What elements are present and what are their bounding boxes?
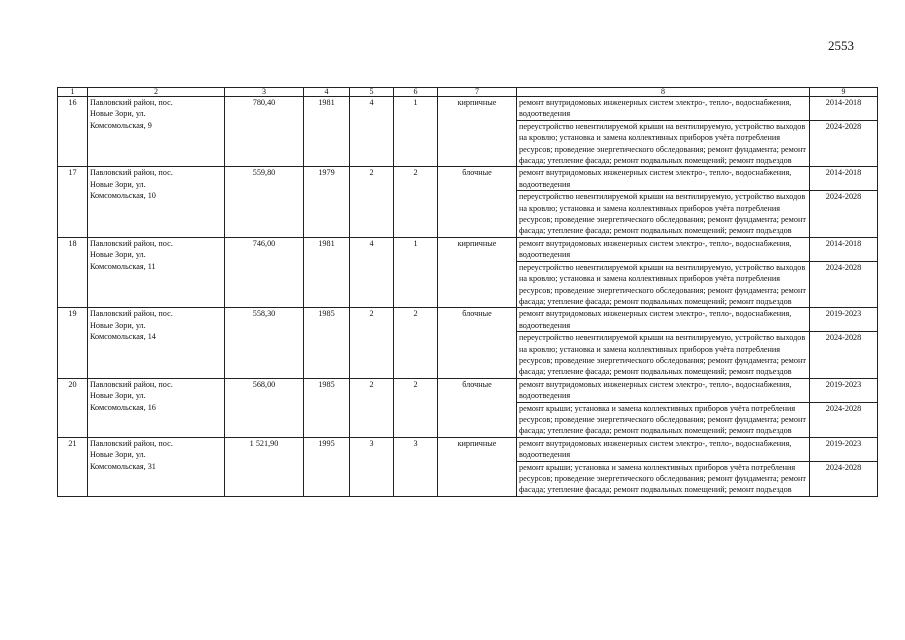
address-line: Новые Зори, ул. — [90, 109, 146, 119]
row-number: 18 — [58, 237, 88, 307]
column-number-row — [58, 88, 878, 97]
floors-cell: 3 — [350, 437, 394, 496]
material-cell: кирпичные — [438, 437, 517, 496]
year-cell: 1995 — [304, 437, 350, 496]
column-number: 7 — [438, 88, 517, 97]
address-line: Павловский район, пос. — [90, 168, 173, 178]
column-number: 1 — [58, 88, 88, 97]
floors-cell: 2 — [350, 378, 394, 437]
table-row — [58, 97, 878, 121]
address-line: Павловский район, пос. — [90, 379, 173, 389]
table-row — [58, 167, 878, 191]
work-period: 2024-2028 — [810, 120, 878, 167]
entrances-cell: 2 — [394, 167, 438, 237]
floors-cell: 2 — [350, 167, 394, 237]
address-line: Комсомольская, 31 — [90, 461, 156, 471]
table-row — [58, 378, 878, 402]
year-cell: 1981 — [304, 97, 350, 167]
address-line: Новые Зори, ул. — [90, 250, 146, 260]
address-line: Павловский район, пос. — [90, 238, 173, 248]
address-line: Павловский район, пос. — [90, 438, 173, 448]
work-description: ремонт внутридомовых инженерных систем электро-, тепло-, водоснабжения, водоотведения — [517, 167, 810, 191]
column-number: 4 — [304, 88, 350, 97]
address-line: Новые Зори, ул. — [90, 179, 146, 189]
address-line: Новые Зори, ул. — [90, 391, 146, 401]
area-cell: 1 521,90 — [225, 437, 304, 496]
row-number: 19 — [58, 308, 88, 378]
entrances-cell: 2 — [394, 308, 438, 378]
work-description: ремонт внутридомовых инженерных систем электро-, тепло-, водоснабжения, водоотведения — [517, 97, 810, 121]
area-cell: 559,80 — [225, 167, 304, 237]
housing-repair-table — [57, 87, 878, 497]
address-line: Новые Зори, ул. — [90, 320, 146, 330]
work-period: 2014-2018 — [810, 97, 878, 121]
year-cell: 1985 — [304, 308, 350, 378]
work-description: ремонт внутридомовых инженерных систем электро-, тепло-, водоснабжения, водоотведения — [517, 237, 810, 261]
work-period: 2024-2028 — [810, 332, 878, 379]
floors-cell: 2 — [350, 308, 394, 378]
page-number: 2553 — [828, 38, 854, 53]
material-cell: блочные — [438, 378, 517, 437]
work-description: ремонт внутридомовых инженерных систем электро-, тепло-, водоснабжения, водоотведения — [517, 378, 810, 402]
area-cell: 780,40 — [225, 97, 304, 167]
work-period: 2024-2028 — [810, 402, 878, 437]
address-line: Павловский район, пос. — [90, 98, 173, 107]
column-number: 8 — [517, 88, 810, 97]
column-number: 3 — [225, 88, 304, 97]
work-description: ремонт внутридомовых инженерных систем электро-, тепло-, водоснабжения, водоотведения — [517, 308, 810, 332]
address-line: Павловский район, пос. — [90, 309, 173, 319]
year-cell: 1981 — [304, 237, 350, 307]
address-line: Комсомольская, 16 — [90, 402, 156, 412]
address-cell — [88, 308, 225, 378]
address-line: Комсомольская, 9 — [90, 120, 152, 130]
table-row — [58, 437, 878, 461]
work-period: 2024-2028 — [810, 461, 878, 496]
row-number: 16 — [58, 97, 88, 167]
address-cell — [88, 437, 225, 496]
address-line: Комсомольская, 14 — [90, 332, 156, 342]
material-cell: кирпичные — [438, 237, 517, 307]
work-description: переустройство невентилируемой крыши на вентилируемую, устройство выходов на кровлю; установка и замена коллективных приборов учёта потребления ресурсов; проведение энергетического обследования; ремонт фундамента; ремонт фасада; утепление фасада; ремонт подвальных помещений; ремонт подъездов — [517, 120, 810, 167]
table-body — [58, 88, 878, 497]
work-description: переустройство невентилируемой крыши на вентилируемую, устройство выходов на кровлю; установка и замена коллективных приборов учёта потребления ресурсов; проведение энергетического обследования; ремонт фундамента; ремонт фасада; утепление фасада; ремонт подвальных помещений; ремонт подъездов — [517, 261, 810, 308]
year-cell: 1985 — [304, 378, 350, 437]
work-description: переустройство невентилируемой крыши на вентилируемую, устройство выходов на кровлю; установка и замена коллективных приборов учёта потребления ресурсов; проведение энергетического обследования; ремонт фундамента; ремонт фасада; утепление фасада; ремонт подвальных помещений; ремонт подъездов — [517, 332, 810, 379]
floors-cell: 4 — [350, 97, 394, 167]
work-period: 2024-2028 — [810, 191, 878, 238]
work-description: ремонт крыши; установка и замена коллективных приборов учёта потребления ресурсов; проведение энергетического обследования; ремонт фундамента; ремонт фасада; утепление фасада; ремонт подвальных помещений; ремонт подъездов — [517, 461, 810, 496]
row-number: 20 — [58, 378, 88, 437]
work-period: 2014-2018 — [810, 167, 878, 191]
address-line: Новые Зори, ул. — [90, 450, 146, 460]
address-cell — [88, 167, 225, 237]
row-number: 17 — [58, 167, 88, 237]
work-period: 2014-2018 — [810, 237, 878, 261]
address-cell — [88, 378, 225, 437]
area-cell: 568,00 — [225, 378, 304, 437]
area-cell: 558,30 — [225, 308, 304, 378]
column-number: 9 — [810, 88, 878, 97]
entrances-cell: 3 — [394, 437, 438, 496]
floors-cell: 4 — [350, 237, 394, 307]
entrances-cell: 1 — [394, 97, 438, 167]
table-row — [58, 237, 878, 261]
address-cell — [88, 237, 225, 307]
address-line: Комсомольская, 11 — [90, 261, 156, 271]
column-number: 6 — [394, 88, 438, 97]
work-period: 2019-2023 — [810, 308, 878, 332]
table-row — [58, 308, 878, 332]
address-line: Комсомольская, 10 — [90, 191, 156, 201]
material-cell: блочные — [438, 308, 517, 378]
work-description: ремонт внутридомовых инженерных систем электро-, тепло-, водоснабжения, водоотведения — [517, 437, 810, 461]
work-description: ремонт крыши; установка и замена коллективных приборов учёта потребления ресурсов; проведение энергетического обследования; ремонт фундамента; ремонт фасада; утепление фасада; ремонт подвальных помещений; ремонт подъездов — [517, 402, 810, 437]
column-number: 2 — [88, 88, 225, 97]
entrances-cell: 1 — [394, 237, 438, 307]
area-cell: 746,00 — [225, 237, 304, 307]
column-number: 5 — [350, 88, 394, 97]
address-cell — [88, 97, 225, 167]
work-period: 2019-2023 — [810, 437, 878, 461]
work-description: переустройство невентилируемой крыши на вентилируемую, устройство выходов на кровлю; установка и замена коллективных приборов учёта потребления ресурсов; проведение энергетического обследования; ремонт фундамента; ремонт фасада; утепление фасада; ремонт подвальных помещений; ремонт подъездов — [517, 191, 810, 238]
material-cell: кирпичные — [438, 97, 517, 167]
material-cell: блочные — [438, 167, 517, 237]
work-period: 2019-2023 — [810, 378, 878, 402]
entrances-cell: 2 — [394, 378, 438, 437]
row-number: 21 — [58, 437, 88, 496]
year-cell: 1979 — [304, 167, 350, 237]
work-period: 2024-2028 — [810, 261, 878, 308]
